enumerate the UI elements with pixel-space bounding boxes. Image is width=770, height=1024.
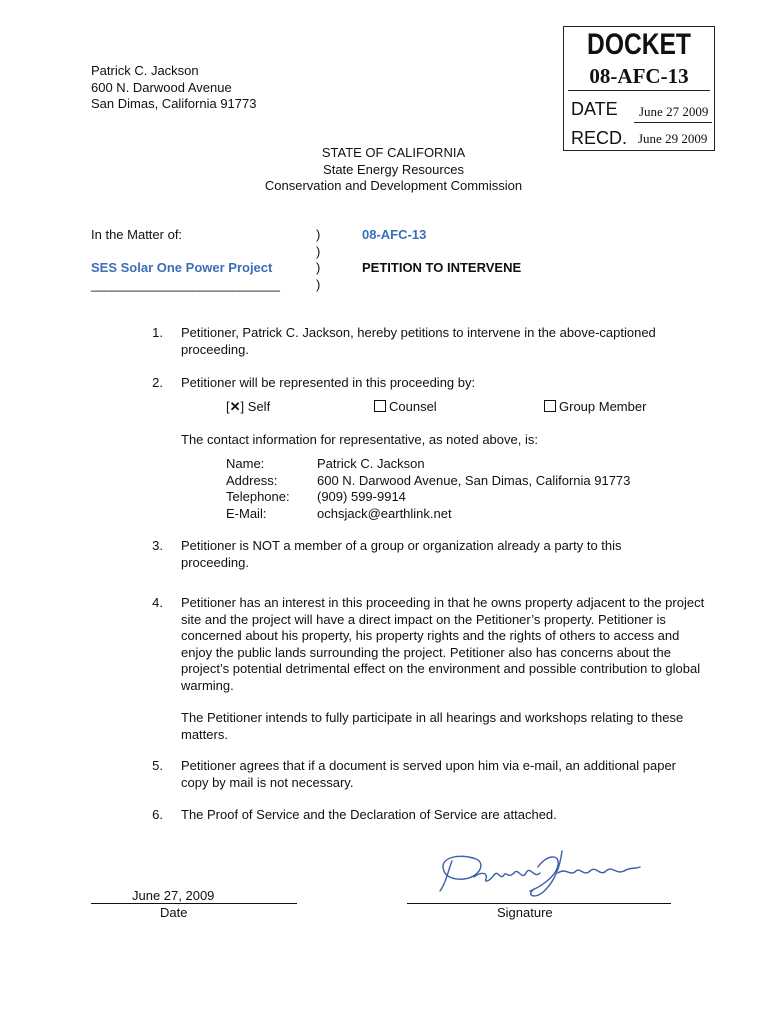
item-number: 3. [152, 538, 163, 553]
sender-block [91, 63, 256, 113]
paren: ) [316, 260, 321, 275]
contact-address-label: Address: [226, 472, 278, 488]
contact-email-value: ochsjack@earthlink.net [317, 505, 452, 521]
docket-number: 08-AFC-13 [589, 64, 689, 88]
contact-name-value: Patrick C. Jackson [317, 456, 425, 471]
agency-header [200, 145, 587, 195]
option-counsel-label: Counsel [389, 399, 437, 414]
project-name: SES Solar One Power Project [91, 260, 273, 275]
item-text: Petitioner, Patrick C. Jackson, hereby petitions to intervene in the above-captioned proceeding. [181, 325, 656, 357]
item-text: Petitioner has an interest in this proceeding in that he owns property adjacent to the project site and the project will have a direct impact on the Petitioner’s property. Petitioner is concerned about his property, his property rights and the rights of others to access and enjoy the public lands surrounding the project. Petitioner also has concerns about the project’s potential detrimental effect on the environment and possible contribution to global warming. [181, 595, 705, 693]
docket-stamp [563, 26, 715, 151]
contact-intro: The contact information for representative, as noted above, is: [181, 432, 538, 447]
contact-labels [226, 456, 290, 522]
contact-email-label: E-Mail: [226, 505, 267, 521]
docket-date-value: June 27 2009 [639, 104, 709, 119]
item-number: 2. [152, 375, 163, 390]
document-title: PETITION TO INTERVENE [362, 260, 522, 275]
docket-divider [568, 90, 710, 91]
option-self[interactable] [226, 399, 270, 415]
agency-line2: State Energy Resources [323, 161, 464, 177]
checkbox-counsel[interactable] [374, 400, 386, 412]
caption-parens [316, 227, 320, 293]
caption-underline: ____________________________ [91, 277, 280, 292]
caption-docket-number: 08-AFC-13 [362, 227, 427, 242]
docket-recd-label: RECD. [571, 128, 628, 148]
date-label: Date [160, 905, 188, 920]
option-group-member[interactable] [544, 399, 646, 414]
contact-name-label: Name: [226, 456, 265, 471]
checkbox-self[interactable]: [✕] [226, 399, 245, 414]
option-counsel[interactable] [374, 399, 437, 414]
item-number: 5. [152, 758, 163, 773]
signature-line [407, 903, 671, 904]
paren: ) [316, 243, 321, 259]
sender-address-line2: San Dimas, California 91773 [91, 96, 257, 111]
option-self-label: Self [247, 399, 271, 414]
docket-date-label: DATE [571, 99, 618, 119]
item-text: Petitioner will be represented in this proceeding by: [181, 375, 476, 390]
docket-title: DOCKET [587, 28, 691, 61]
agency-line3: Conservation and Development Commission [264, 178, 523, 193]
option-group-label: Group Member [559, 399, 647, 414]
contact-values [317, 456, 630, 522]
docket-date-rule [634, 122, 712, 123]
item-number: 4. [152, 595, 163, 610]
date-line [91, 903, 297, 904]
intent-paragraph: The Petitioner intends to fully participate in all hearings and workshops relating to these matters. [181, 710, 684, 742]
contact-address-value: 600 N. Darwood Avenue, San Dimas, California 91773 [317, 472, 631, 488]
paren: ) [316, 227, 321, 242]
matter-label: In the Matter of: [91, 227, 183, 242]
item-number: 6. [152, 807, 163, 822]
signed-date: June 27, 2009 [132, 888, 215, 903]
docket-recd-value: June 29 2009 [638, 131, 708, 146]
check-mark-icon: ✕ [229, 399, 241, 414]
contact-telephone-label: Telephone: [226, 489, 290, 504]
item-number: 1. [152, 325, 163, 340]
handwritten-signature [430, 843, 645, 903]
paren: ) [316, 276, 321, 292]
sender-name: Patrick C. Jackson [91, 63, 199, 78]
item-text: Petitioner is NOT a member of a group or organization already a party to this proceeding. [181, 538, 622, 570]
item-text: Petitioner agrees that if a document is served upon him via e-mail, an additional paper copy by mail is not necessary. [181, 758, 677, 790]
checkbox-group-member[interactable] [544, 400, 556, 412]
item-text: The Proof of Service and the Declaration of Service are attached. [181, 807, 557, 822]
agency-line1: STATE OF CALIFORNIA [321, 145, 466, 160]
contact-telephone-value: (909) 599-9914 [317, 489, 406, 504]
signature-label: Signature [497, 905, 553, 920]
sender-address-line1: 600 N. Darwood Avenue [91, 79, 232, 95]
